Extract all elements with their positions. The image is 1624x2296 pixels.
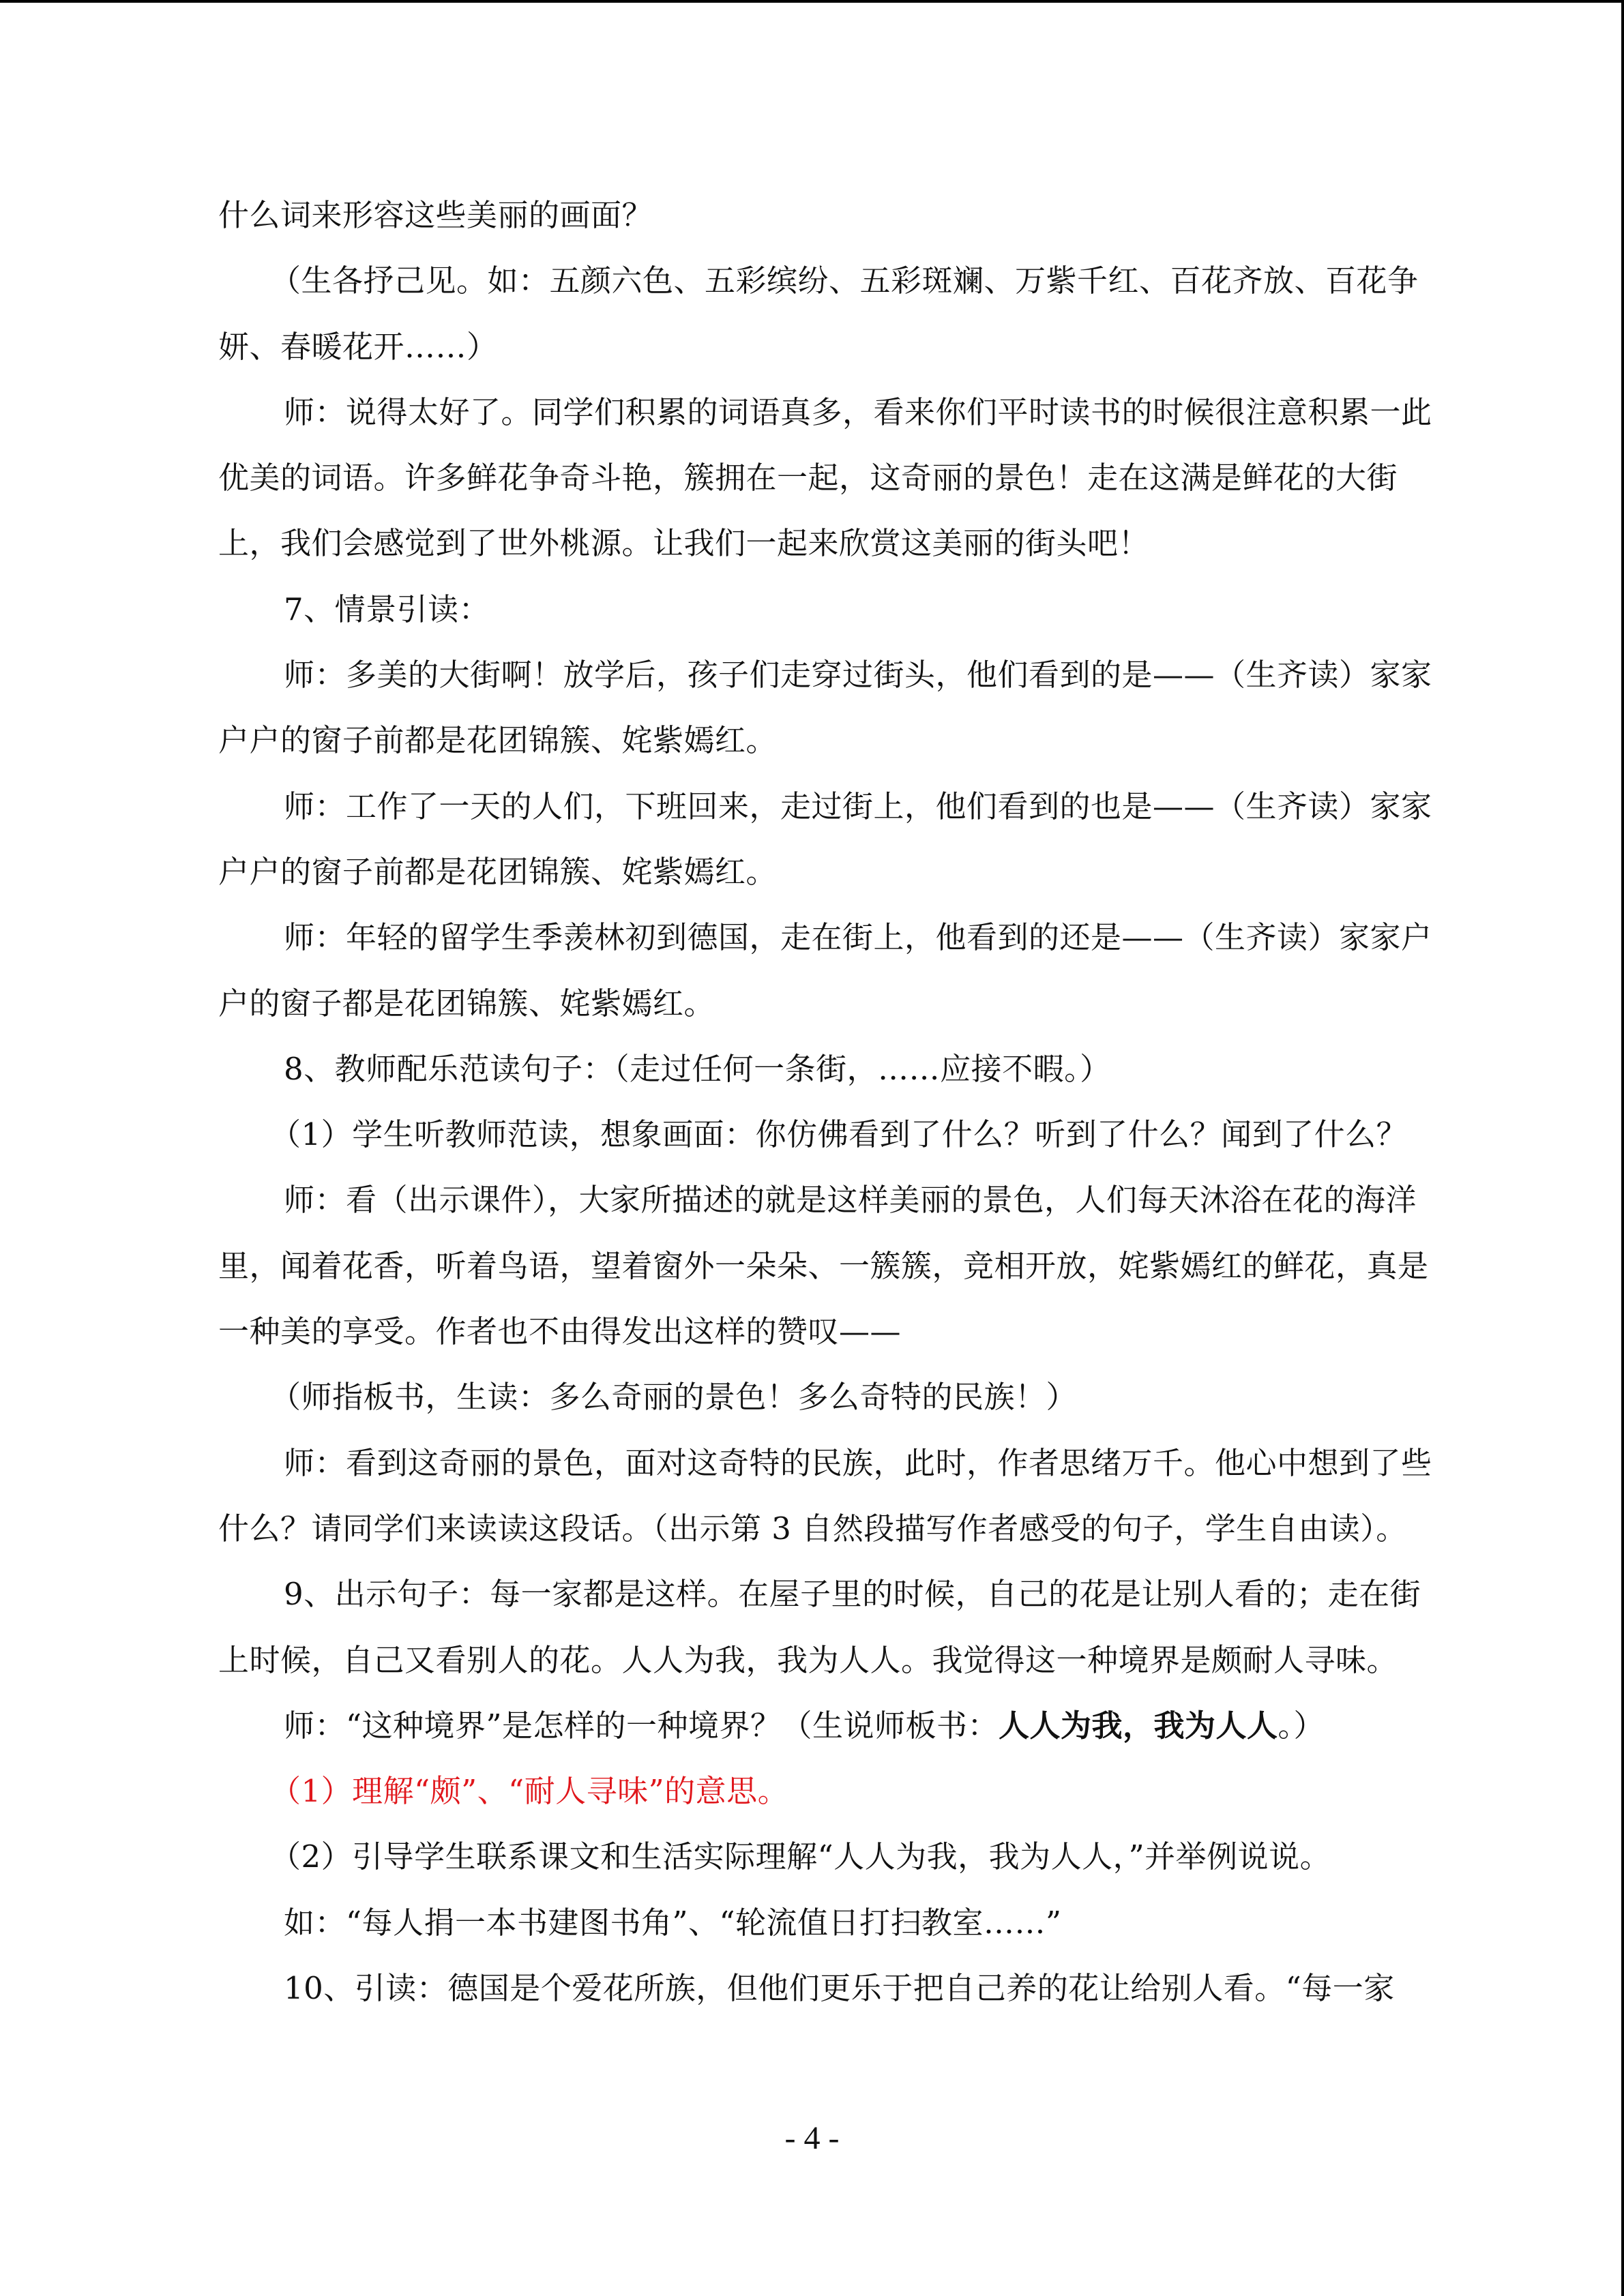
- paragraph-16: （2）引导学生联系课文和生活实际理解“人人为我，我为人人，”并举例说说。: [270, 1838, 1331, 1875]
- paragraph-14-prefix: 师：“这种境界”是怎样的一种境界？（生说师板书：: [284, 1707, 999, 1744]
- paragraph-2: （生各抒己见。如：五颜六色、五彩缤纷、五彩斑斓、万紫千红、百花齐放、百花争妍、春暖花开……）: [218, 263, 1419, 365]
- section-heading-8: 8、教师配乐范读句子：（走过任何一条街，……应接不暇。）: [284, 1050, 1111, 1087]
- paragraph-15-red: （1）理解“颇”、“耐人寻味”的意思。: [270, 1773, 789, 1810]
- paragraph-3: 师：说得太好了。同学们积累的词语真多，看来你们平时读书的时候很注意积累一此优美的词语。许多鲜花争奇斗艳，簇拥在一起，这奇丽的景色！走在这满是鲜花的大街上，我们会感觉到了世外桃源。让我们一起来欣赏这美丽的街头吧！: [218, 393, 1432, 562]
- paragraph-10: 师：看（出示课件），大家所描述的就是这样美丽的景色，人们每天沐浴在花的海洋里，闻着花香，听着鸟语，望着窗外一朵朵、一簇簇，竞相开放，姹紫嫣红的鲜花，真是一种美的享受。作者也不由得发出这样的赞叹——: [218, 1182, 1429, 1350]
- paragraph-9: （1）学生听教师范读，想象画面：你仿佛看到了什么？听到了什么？闻到了什么？: [270, 1116, 1408, 1153]
- paragraph-11: （师指板书，生读：多么奇丽的景色！多么奇特的民族！）: [270, 1379, 1078, 1416]
- section-heading-7: 7、情景引读：: [284, 591, 490, 627]
- page-number: - 4 -: [784, 2120, 840, 2156]
- paragraph-12: 师：看到这奇丽的景色，面对这奇特的民族，此时，作者思绪万千。他心中想到了些什么？请同学们来读读这段话。（出示第 3 自然段描写作者感受的句子，学生自由读）。: [218, 1444, 1432, 1547]
- paragraph-6: 师：工作了一天的人们，下班回来，走过街上，他们看到的也是——（生齐读）家家户户的窗子前都是花团锦簇、姹紫嫣红。: [218, 788, 1432, 890]
- paragraph-5: 师：多美的大街啊！放学后，孩子们走穿过街头，他们看到的是——（生齐读）家家户户的窗子前都是花团锦簇、姹紫嫣红。: [218, 657, 1432, 759]
- section-heading-9: 9、出示句子：每一家都是这样。在屋子里的时候，自己的花是让别人看的；走在街上时候，自己又看别人的花。人人为我，我为人人。我觉得这一种境界是颇耐人寻味。: [218, 1576, 1421, 1678]
- paragraph-14: [218, 1693, 1446, 1759]
- paragraph-14-suffix: 。）: [1278, 1707, 1325, 1744]
- paragraph-1: 什么词来形容这些美丽的画面？: [218, 197, 653, 233]
- board-writing-bold: 人人为我，我为人人: [999, 1707, 1278, 1744]
- paragraph-7: 师：年轻的留学生季羡林初到德国，走在街上，他看到的还是——（生齐读）家家户户的窗子都是花团锦簇、姹紫嫣红。: [218, 919, 1432, 1022]
- page-top-edge: [0, 0, 1624, 3]
- section-heading-10: 10、引读：德国是个爱花所族，但他们更乐于把自己养的花让给别人看。“每一家: [284, 1970, 1395, 2007]
- page-right-edge: [1621, 0, 1624, 2296]
- document-body: [218, 183, 1446, 2021]
- paragraph-17: 如：“每人捐一本书建图书角”、“轮流值日打扫教室……”: [284, 1904, 1062, 1941]
